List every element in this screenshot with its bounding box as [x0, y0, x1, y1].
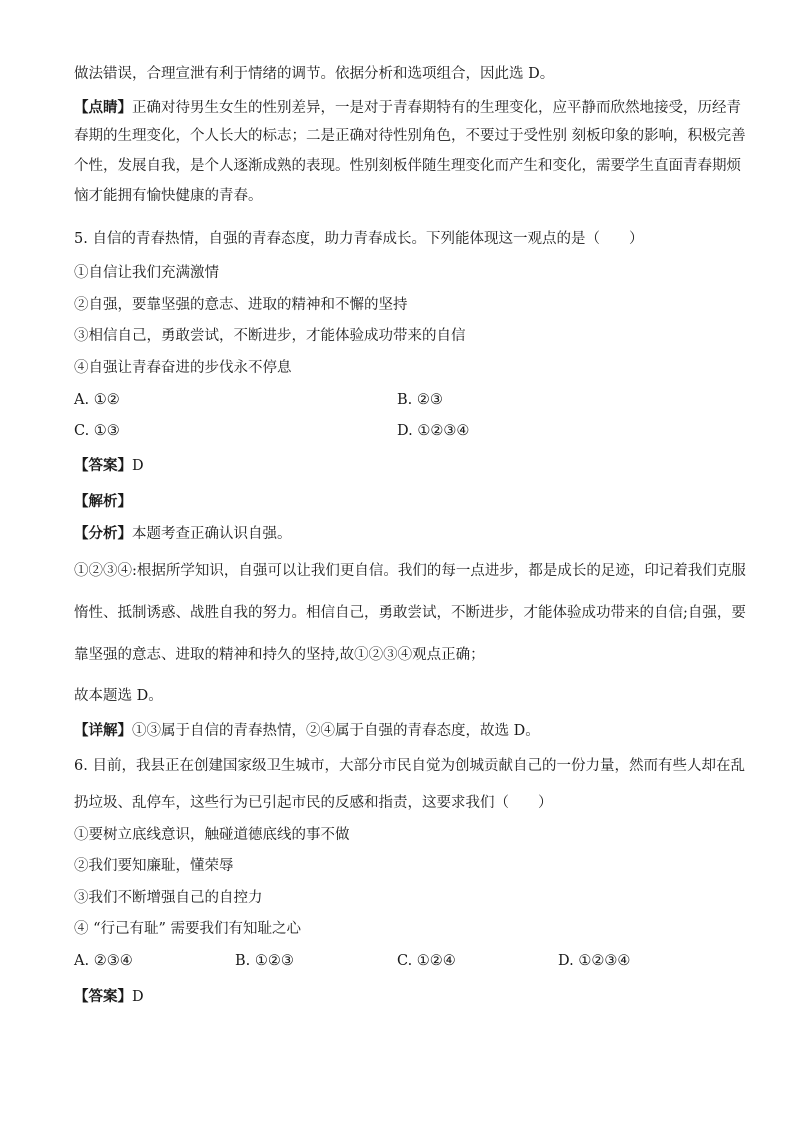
q5-jiexi-label: 【解析】 — [74, 493, 132, 510]
q5-stem: 5. 自信的青春热情，自强的青春态度，助力青春成长。下列能体现这一观点的是（ ） — [74, 231, 644, 247]
q6-option-b: B. ①②③ — [235, 953, 294, 969]
q5-answer-value: D — [132, 458, 144, 474]
q6-answer — [74, 987, 144, 1007]
q5-option-b: B. ②③ — [397, 392, 443, 408]
q5-xiangjie — [74, 721, 540, 741]
q6-stem-line-2: 扔垃圾、乱停车，这些行为已引起市民的反感和指责，这要求我们（ ） — [74, 795, 553, 811]
q6-item-4: ④ “行己有耻” 需要我们有知耻之心 — [74, 921, 302, 937]
q6-option-c: C. ①②④ — [397, 953, 456, 969]
q6-answer-label: 【答案】 — [74, 988, 132, 1005]
q5-xiangjie-label: 【详解】 — [74, 722, 132, 739]
q5-body-line-2: 惰性、抵制诱惑、战胜自我的努力。相信自己，勇敢尝试，不断进步，才能体验成功带来的自信;自强，要 — [74, 605, 746, 621]
q5-answer-label: 【答案】 — [74, 457, 132, 474]
prev-answer-line: 做法错误，合理宣泄有利于情绪的调节。依据分析和选项组合，因此选 D。 — [74, 66, 555, 82]
dianjing-line-4: 恼才能拥有愉快健康的青春。 — [74, 188, 263, 204]
q5-answer — [74, 456, 144, 476]
q5-body-line-4: 故本题选 D。 — [74, 688, 163, 704]
q6-answer-value: D — [132, 989, 144, 1005]
q5-fenxi — [74, 524, 292, 544]
q6-stem-line-1: 6. 目前，我县正在创建国家级卫生城市，大部分市民自觉为创城贡献自己的一份力量，然而有些人却在乱 — [74, 758, 745, 774]
dianjing-line-1 — [74, 98, 741, 118]
dianjing-line-2: 春期的生理变化，个人长大的标志；二是正确对待性别角色，不要过于受性别 刻板印象的影响，积极完善 — [74, 128, 746, 144]
q5-item-3: ③相信自己，勇敢尝试，不断进步，才能体验成功带来的自信 — [74, 328, 466, 344]
q5-option-c: C. ①③ — [74, 423, 120, 439]
q6-option-a: A. ②③④ — [74, 953, 133, 969]
q5-option-d: D. ①②③④ — [397, 423, 470, 439]
q5-option-a: A. ①② — [74, 392, 120, 408]
q6-item-2: ②我们要知廉耻，懂荣辱 — [74, 858, 234, 874]
q5-body-line-1: ①②③④:根据所学知识，自强可以让我们更自信。我们的每一点进步，都是成长的足迹，印记着我们克服 — [74, 563, 746, 579]
q5-body-line-3: 靠坚强的意志、进取的精神和持久的坚持,故①②③④观点正确； — [74, 647, 485, 663]
q6-option-d: D. ①②③④ — [558, 953, 631, 969]
q5-item-2: ②自强，要靠坚强的意志、进取的精神和不懈的坚持 — [74, 297, 408, 313]
q6-item-3: ③我们不断增强自己的自控力 — [74, 890, 263, 906]
q5-fenxi-label: 【分析】 — [74, 525, 132, 542]
dianjing-line-3: 个性，发展自我，是个人逐渐成熟的表现。性别刻板伴随生理变化而产生和变化，需要学生直面青春期烦 — [74, 158, 741, 174]
q5-item-4: ④自强让青春奋进的步伐永不停息 — [74, 360, 292, 376]
dianjing-text-1: 正确对待男生女生的性别差异，一是对于青春期特有的生理变化，应平静而欣然地接受，历经青 — [132, 100, 741, 116]
q5-item-1: ①自信让我们充满激情 — [74, 265, 219, 281]
q6-item-1: ①要树立底线意识，触碰道德底线的事不做 — [74, 827, 350, 843]
q5-fenxi-text: 本题考查正确认识自强。 — [132, 526, 292, 542]
dianjing-label: 【点睛】 — [74, 99, 132, 116]
q5-xiangjie-text: ①③属于自信的青春热情，②④属于自强的青春态度，故选 D。 — [132, 723, 540, 739]
